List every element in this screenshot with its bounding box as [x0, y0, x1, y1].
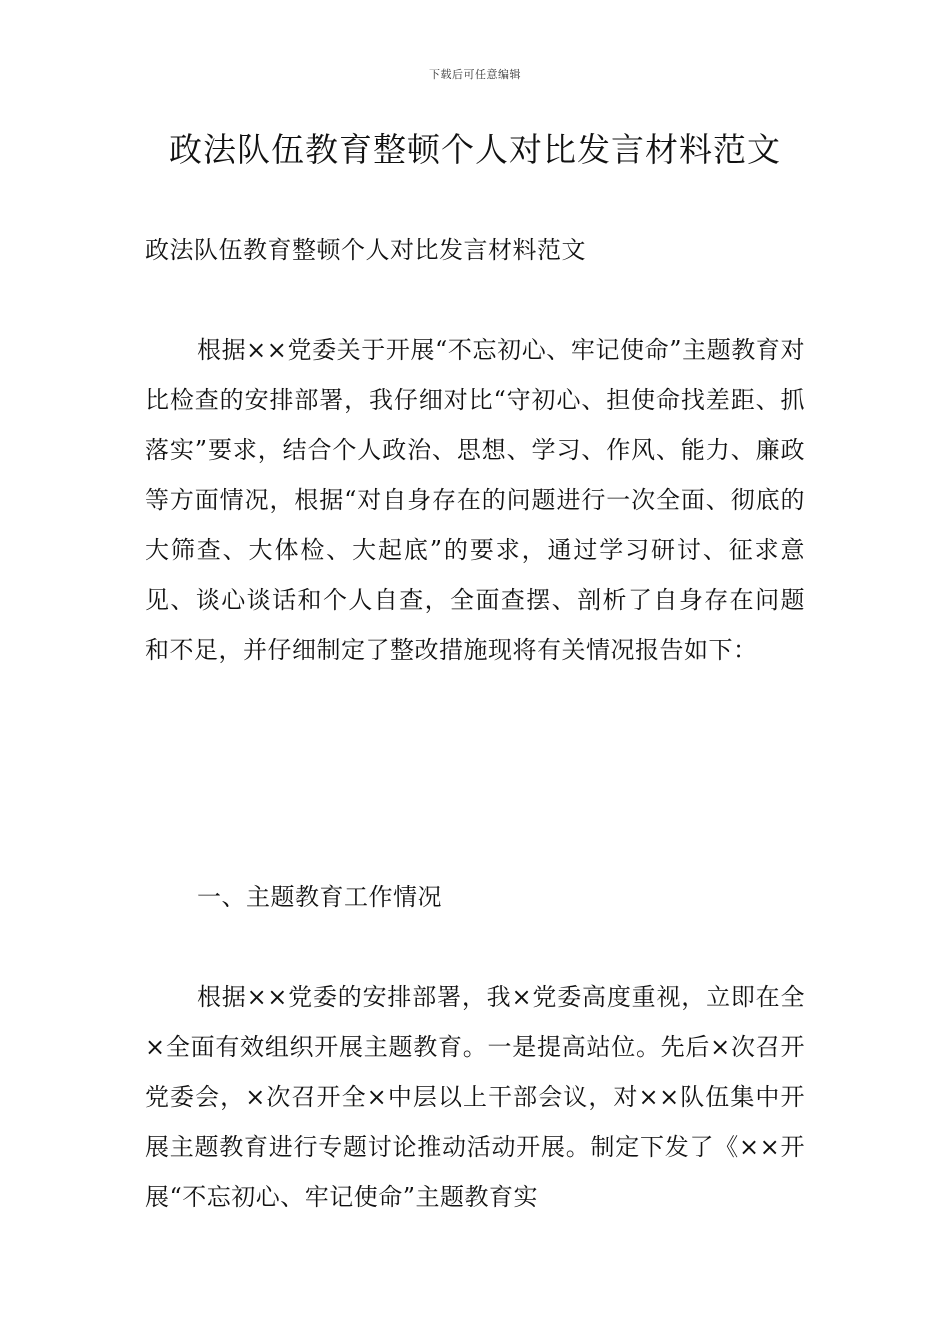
paragraph-intro: 根据××党委关于开展“不忘初心、牢记使命”主题教育对比检查的安排部署，我仔细对比“守初心、担使命找差距、抓落实”要求，结合个人政治、思想、学习、作风、能力、廉政等方面情况，根据“对自身存在的问题进行一次全面、彻底的大筛查、大体检、大起底”的要求，通过学习研讨、征求意见、谈心谈话和个人自查，全面查摆、剖析了自身存在问题和不足，并仔细制定了整改措施现将有关情况报告如下： — [145, 336, 805, 664]
section-heading-1: 一、主题教育工作情况 — [197, 883, 442, 911]
document-subtitle: 政法队伍教育整顿个人对比发言材料范文 — [145, 236, 586, 264]
header-note: 下载后可任意编辑 — [429, 68, 521, 81]
paragraph-section-1: 根据××党委的安排部署，我×党委高度重视，立即在全×全面有效组织开展主题教育。一是提高站位。先后×次召开党委会，×次召开全×中层以上干部会议，对××队伍集中开展主题教育进行专题讨论推动活动开展。制定下发了《××开展“不忘初心、牢记使命”主题教育实 — [145, 983, 805, 1211]
document-title: 政法队伍教育整顿个人对比发言材料范文 — [169, 130, 781, 169]
